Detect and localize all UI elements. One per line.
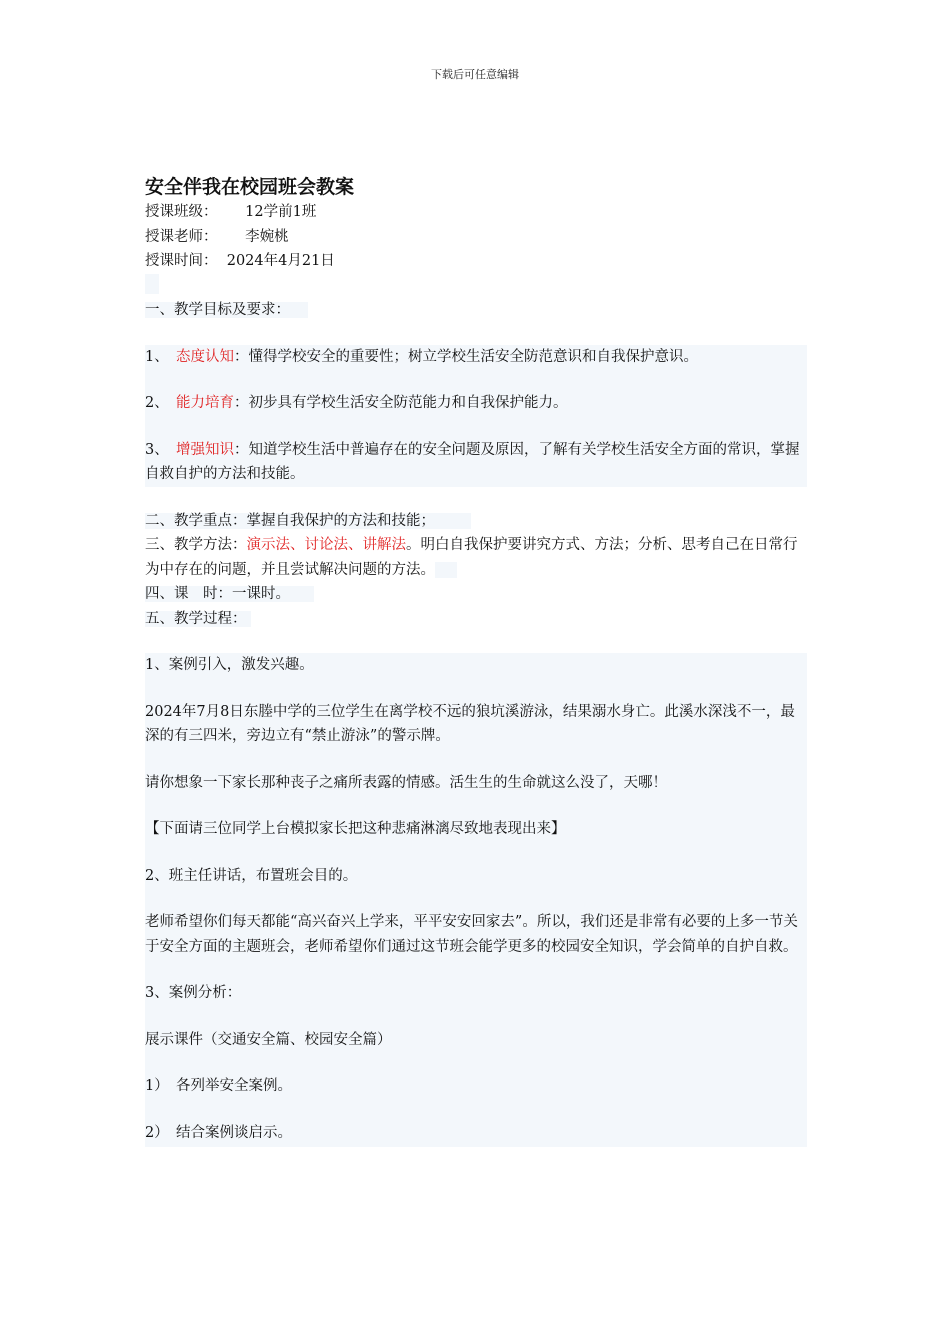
objective-key-2: 能力培育	[175, 395, 234, 411]
info-date-label: 授课时间：	[145, 253, 218, 269]
info-date	[145, 249, 807, 274]
process-heading: 五、教学过程：	[145, 611, 251, 627]
class-duration: 四、课 时：一课时。	[145, 586, 314, 602]
process-paragraph: 1） 各列举安全案例。	[145, 1078, 292, 1094]
page-header-note: 下载后可任意编辑	[431, 68, 519, 81]
info-class-label: 授课班级：	[145, 204, 218, 220]
teaching-focus: 二、教学重点：掌握自我保护的方法和技能；	[145, 513, 471, 529]
process-paragraph: 2024年7月8日东塍中学的三位学生在离学校不远的狼坑溪游泳，结果溺水身亡。此溪水深浅不一，最深的有三四米，旁边立有“禁止游泳”的警示牌。	[145, 703, 795, 744]
process-paragraph: 2、班主任讲话，布置班会目的。	[145, 867, 358, 884]
objective-item-2: 2、 能力培育：初步具有学校生活安全防范能力和自我保护能力。	[145, 395, 568, 411]
objective-item-1: 1、 态度认知：懂得学校安全的重要性；树立学校生活安全防范意识和自我保护意识。	[145, 348, 698, 365]
method-key: 演示法、讨论法、讲解法	[246, 537, 406, 553]
process-paragraph: 2） 结合案例谈启示。	[145, 1124, 292, 1141]
document-body	[145, 174, 807, 1147]
objective-item-3: 3、 增强知识：知道学校生活中普遍存在的安全问题及原因，了解有关学校生活安全方面的常识，掌握自救自护的方法和技能。	[145, 441, 800, 482]
info-teacher-label: 授课老师：	[145, 228, 218, 245]
process-paragraph: 请你想象一下家长那种丧子之痛所表露的情感。活生生的生命就这么没了，天哪！	[145, 774, 667, 791]
process-paragraph: 3、案例分析：	[145, 985, 242, 1001]
process-paragraph: 老师希望你们每天都能“高兴奋兴上学来，平平安安回家去”。所以，我们还是非常有必要的上多一节关于安全方面的主题班会，老师希望你们通过这节班会能学更多的校园安全知识，学会简单的自护自救。	[145, 914, 798, 955]
objective-key-3: 增强知识	[175, 441, 234, 458]
objectives-list	[145, 345, 807, 487]
info-class-value: 12学前1班	[245, 204, 317, 220]
process-paragraph: 1、案例引入，激发兴趣。	[145, 657, 314, 673]
info-date-value: 2024年4月21日	[226, 253, 335, 269]
process-paragraph: 展示课件（交通安全篇、校园安全篇）	[145, 1031, 392, 1048]
teaching-method: 三、教学方法：演示法、讨论法、讲解法。明白自我保护要讲究方式、方法；分析、思考自己在日常行为中存在的问题，并且尝试解决问题的方法。	[145, 537, 798, 578]
process-section	[145, 653, 807, 1147]
process-paragraph: 【下面请三位同学上台模拟家长把这种悲痛淋漓尽致地表现出来】	[145, 821, 566, 837]
objective-key-1: 态度认知	[175, 348, 234, 365]
objectives-heading: 一、教学目标及要求：	[145, 302, 308, 318]
info-class	[145, 200, 807, 225]
info-teacher-value: 李婉桃	[245, 228, 289, 245]
document-title: 安全伴我在校园班会教案	[145, 176, 355, 198]
info-teacher	[145, 225, 807, 250]
